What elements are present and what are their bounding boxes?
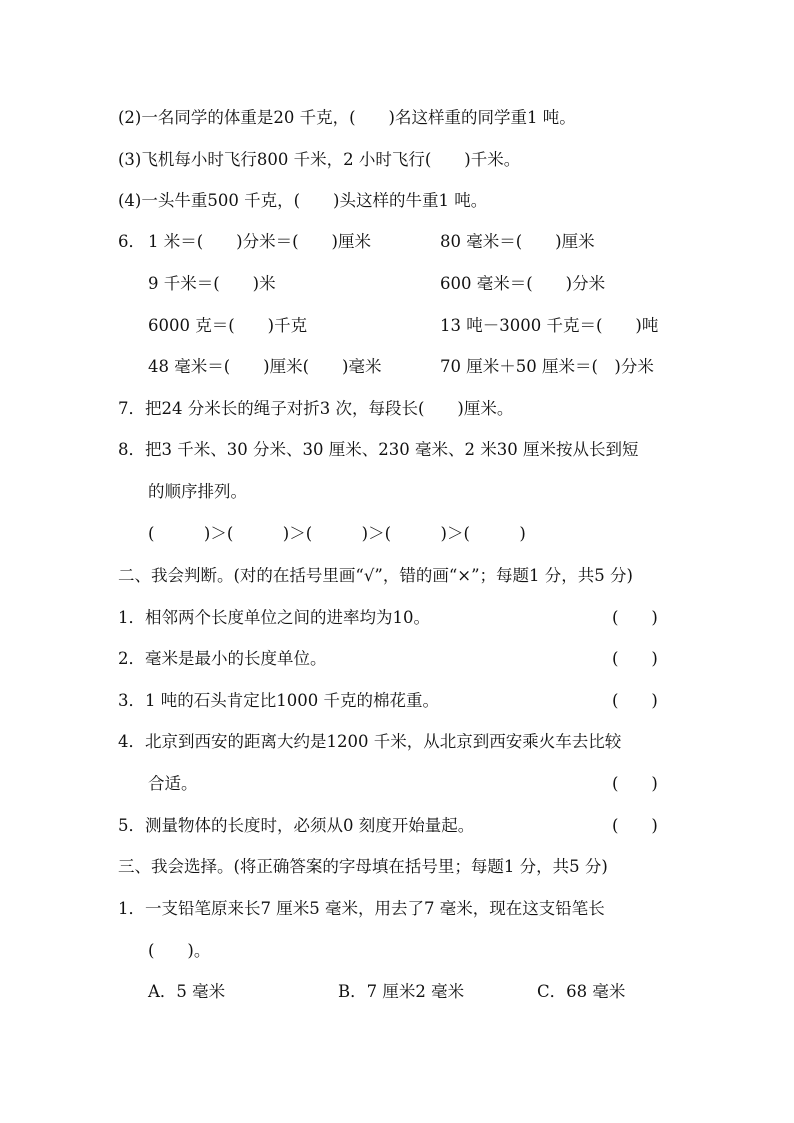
question-5-item-3: (3)飞机每小时飞行800 千米，2 小时飞行( )千米。 [118, 150, 521, 169]
question-6-row-3-left: 6000 克＝( )千克 [148, 316, 308, 335]
option-a[interactable]: A．5 毫米 [148, 982, 226, 1001]
question-8-answer-line: ( )＞( )＞( )＞( )＞( ) [148, 524, 526, 543]
choice-question-1-line-1: 1．一支铅笔原来长7 厘米5 毫米，用去了7 毫米，现在这支铅笔长 [118, 899, 605, 918]
question-6-row-1-right: 80 毫米＝( )厘米 [440, 232, 595, 251]
option-c[interactable]: C．68 毫米 [537, 982, 626, 1001]
choice-question-1-line-2: ( )。 [148, 941, 211, 960]
question-6-row-3-right: 13 吨－3000 千克＝( )吨 [440, 316, 659, 335]
question-6-row-2-right: 600 毫米＝( )分米 [440, 274, 606, 293]
option-b[interactable]: B．7 厘米2 毫米 [338, 982, 465, 1001]
section-2-heading: 二、我会判断。(对的在括号里画“√”，错的画“×”；每题1 分，共5 分) [118, 566, 633, 585]
judge-answer-blank-3[interactable]: ( ) [612, 691, 658, 710]
question-5-item-2: (2)一名同学的体重是20 千克，( )名这样重的同学重1 吨。 [118, 108, 576, 127]
judge-item-2: 2．毫米是最小的长度单位。 [118, 649, 327, 668]
question-6-row-2-left: 9 千米＝( )米 [148, 274, 276, 293]
judge-answer-blank-2[interactable]: ( ) [612, 649, 658, 668]
question-6-row-1-left: 1 米＝( )分米＝( )厘米 [148, 232, 371, 251]
judge-item-1: 1．相邻两个长度单位之间的进率均为10。 [118, 608, 430, 627]
question-8-line-1: 8．把3 千米、30 分米、30 厘米、230 毫米、2 米30 厘米按从长到短 [118, 440, 639, 459]
judge-answer-blank-5[interactable]: ( ) [612, 816, 658, 835]
judge-answer-blank-4[interactable]: ( ) [612, 774, 658, 793]
judge-item-4: 4．北京到西安的距离大约是1200 千米，从北京到西安乘火车去比较 [118, 732, 622, 751]
judge-item-5: 5．测量物体的长度时，必须从0 刻度开始量起。 [118, 816, 475, 835]
question-6-row-4-left: 48 毫米＝( )厘米( )毫米 [148, 357, 382, 376]
judge-item-4-continuation: 合适。 [148, 774, 198, 793]
question-6-row-4-right: 70 厘米＋50 厘米＝( )分米 [440, 357, 654, 376]
judge-answer-blank-1[interactable]: ( ) [612, 608, 658, 627]
judge-item-3: 3．1 吨的石头肯定比1000 千克的棉花重。 [118, 691, 439, 710]
section-3-heading: 三、我会选择。(将正确答案的字母填在括号里；每题1 分，共5 分) [118, 857, 608, 876]
question-5-item-4: (4)一头牛重500 千克，( )头这样的牛重1 吨。 [118, 191, 488, 210]
question-8-line-2: 的顺序排列。 [148, 482, 247, 501]
question-6-number: 6． [118, 232, 145, 251]
question-7: 7．把24 分米长的绳子对折3 次，每段长( )厘米。 [118, 399, 514, 418]
